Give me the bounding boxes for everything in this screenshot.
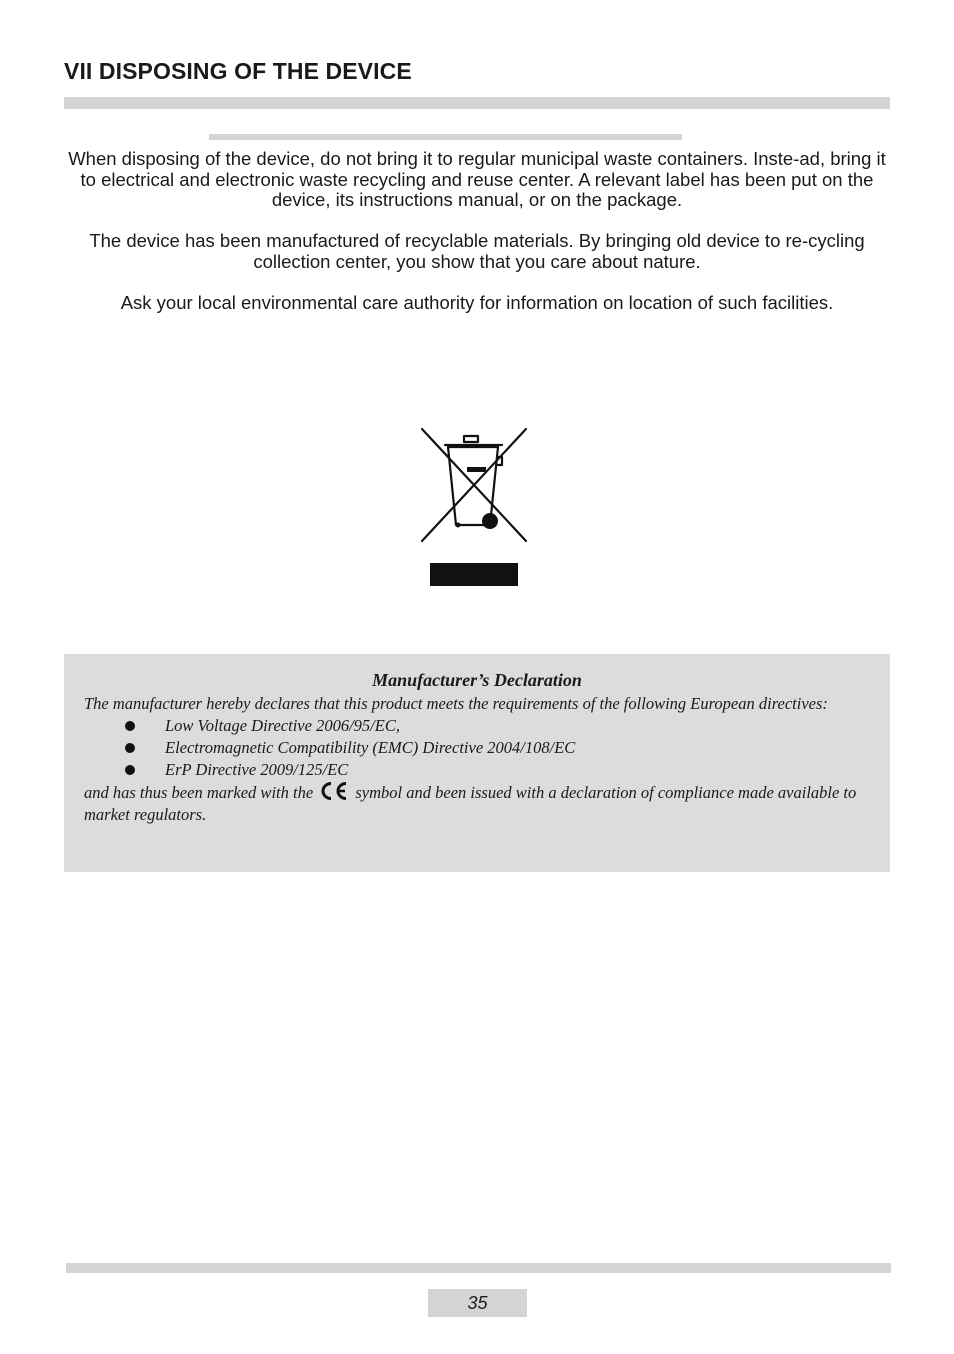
declaration-outro-start: and has thus been marked with the <box>84 783 314 802</box>
crossed-out-wheelie-bin-icon <box>420 427 528 543</box>
page-number: 35 <box>428 1289 527 1317</box>
ce-mark-icon <box>319 781 349 801</box>
subheader-rule <box>209 134 682 140</box>
disposal-paragraph-1: When disposing of the device, do not bring it to regular municipal waste containers. Inste-ad, bring it to electrical and electronic waste recycling and reuse center. A relevant label has been put on the device, its instructions manual, or on the package. <box>68 148 886 210</box>
bullet-icon <box>125 721 135 731</box>
bullet-icon <box>125 765 135 775</box>
directive-item <box>84 715 870 737</box>
directive-list <box>84 715 870 781</box>
declaration-outro-end: symbol and been issued with a declaration of compliance made available to market regulators. <box>84 783 857 824</box>
directive-item <box>84 737 870 759</box>
declaration-outro <box>84 781 870 826</box>
weee-bar-icon <box>430 563 518 586</box>
header-rule <box>64 97 890 109</box>
section-title: VII DISPOSING OF THE DEVICE <box>64 58 412 84</box>
footer-rule <box>66 1263 891 1273</box>
disposal-paragraph-3: Ask your local environmental care authority for information on location of such facilities. <box>120 291 834 313</box>
manufacturer-declaration <box>64 654 890 872</box>
directive-label: Electromagnetic Compatibility (EMC) Directive 2004/108/EC <box>165 738 576 757</box>
bullet-icon <box>125 743 135 753</box>
disposal-paragraph-2: The device has been manufactured of recyclable materials. By bringing old device to re-cycling collection center, you show that you care about nature. <box>89 230 865 272</box>
directive-label: Low Voltage Directive 2006/95/EC, <box>165 716 400 735</box>
declaration-intro: The manufacturer hereby declares that this product meets the requirements of the following European directives: <box>84 694 828 713</box>
disposal-instructions <box>64 149 890 334</box>
directive-item <box>84 759 870 781</box>
declaration-title: Manufacturer’s Declaration <box>372 670 582 690</box>
directive-label: ErP Directive 2009/125/EC <box>165 760 349 779</box>
